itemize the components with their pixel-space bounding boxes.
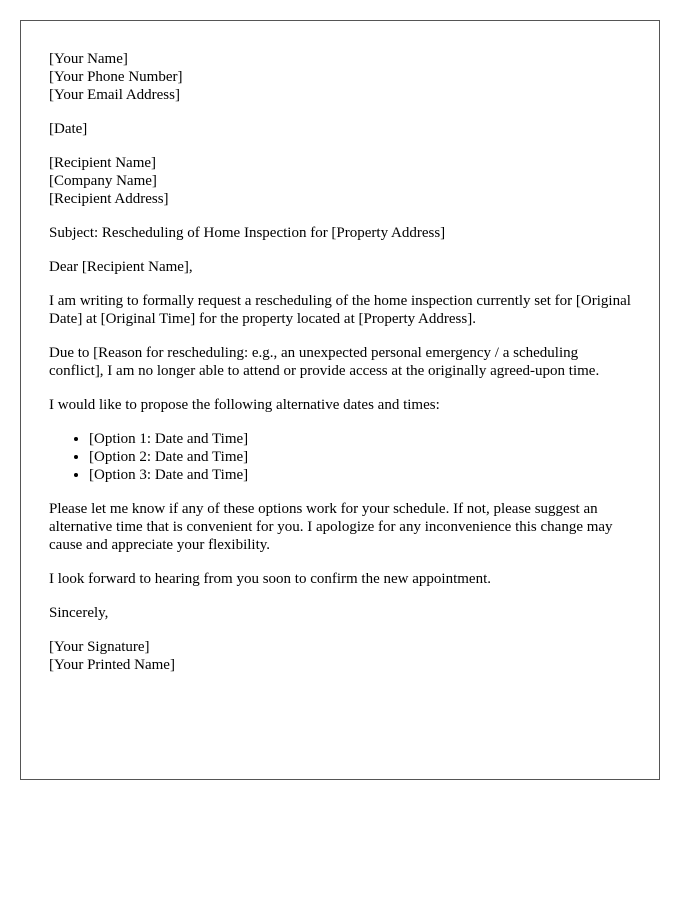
salutation: Dear [Recipient Name], [49, 259, 193, 275]
subject-line: Subject: Rescheduling of Home Inspection for [Property Address] [49, 225, 446, 241]
sender-phone: [Your Phone Number] [49, 69, 183, 85]
printed-name: [Your Printed Name] [49, 657, 175, 673]
recipient-name: [Recipient Name] [49, 155, 157, 171]
date-block [49, 120, 631, 138]
options-list [49, 430, 631, 484]
sender-block [49, 50, 631, 104]
sender-email: [Your Email Address] [49, 87, 180, 103]
paragraph-reason: Due to [Reason for rescheduling: e.g., an unexpected personal emergency / a scheduling conflict], I am no longer able to attend or provide access at the originally agreed-upon time. [49, 345, 600, 379]
letter-page [20, 20, 660, 780]
recipient-address: [Recipient Address] [49, 191, 169, 207]
sender-name: [Your Name] [49, 51, 128, 67]
recipient-block [49, 154, 631, 208]
paragraph-followup: Please let me know if any of these options work for your schedule. If not, please suggest an alternative time that is convenient for you. I apologize for any inconvenience this change may cause and appreciate your flexibility. [49, 501, 613, 553]
signature-block [49, 638, 631, 674]
recipient-company: [Company Name] [49, 173, 157, 189]
signature: [Your Signature] [49, 639, 150, 655]
paragraph-closing-note: I look forward to hearing from you soon to confirm the new appointment. [49, 571, 491, 587]
paragraph-propose: I would like to propose the following alternative dates and times: [49, 397, 440, 413]
paragraph-request: I am writing to formally request a rescheduling of the home inspection currently set for [Original Date] at [Original Time] for the property located at [Property Address]. [49, 293, 631, 327]
list-item: • [Option 2: Date and Time] [89, 448, 631, 466]
closing: Sincerely, [49, 605, 109, 621]
list-item: • [Option 3: Date and Time] [89, 466, 631, 484]
list-item: • [Option 1: Date and Time] [89, 430, 631, 448]
letter-date: [Date] [49, 121, 88, 137]
